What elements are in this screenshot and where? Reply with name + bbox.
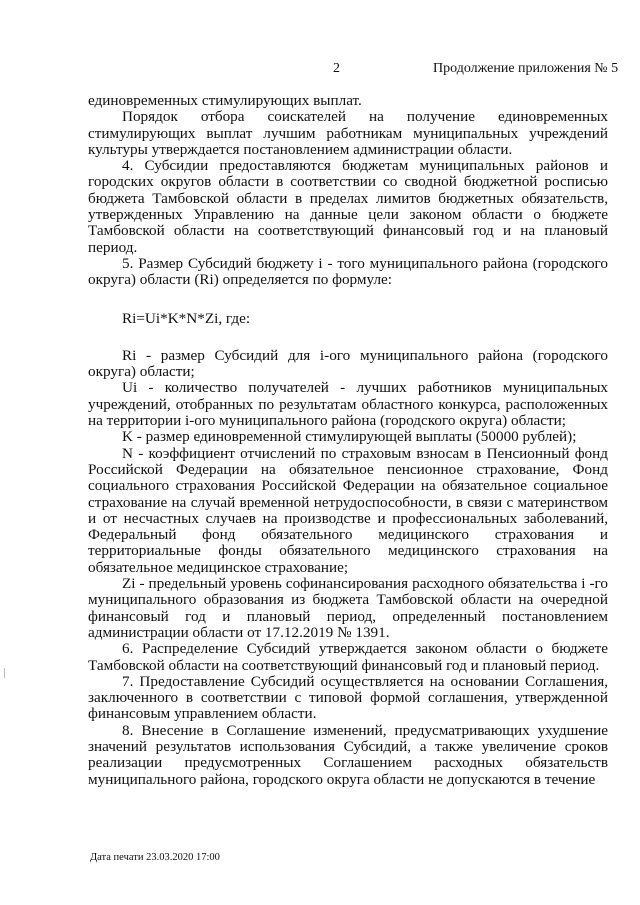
definition-ui: Ui - количество получателей - лучших работников муниципальных учреждений, отобранных по результатам областного конкурса, расположенных на территории i-ого муниципального района (городского округа) области; bbox=[88, 379, 608, 430]
paragraph-8: 8. Внесение в Соглашение изменений, предусматривающих ухудшение значений результатов использования Субсидий, а также увеличение сроков реализации предусмотренных Соглашением расходных обязательств муниципального района, городского округа области не допускаются в течение bbox=[88, 721, 608, 788]
page-number: 2 bbox=[333, 61, 340, 76]
margin-mark bbox=[4, 668, 5, 678]
paragraph-continuation: единовременных стимулирующих выплат. bbox=[88, 92, 362, 109]
definition-ri: Ri - размер Субсидий для i-ого муниципального района (городского округа) области; bbox=[88, 346, 608, 381]
paragraph-4: 4. Субсидии предоставляются бюджетам муниципальных районов и городских округов области в соответствии со сводной бюджетной росписью бюджета Тамбовской области в пределах лимитов бюджетных обязательств, утвержденных Управлению на данные цели законом области о бюджете Тамбовской области на соответствующий финансовый год и на плановый период. bbox=[88, 157, 608, 256]
document-body bbox=[88, 93, 608, 788]
paragraph-7: 7. Предоставление Субсидий осуществляется на основании Соглашения, заключенного в соответствии с типовой формой соглашения, утвержденной финансовым управлением области. bbox=[88, 672, 608, 723]
paragraph-5: 5. Размер Субсидий бюджету i - того муниципального района (городского округа) области (Ri) определяется по формуле: bbox=[88, 254, 608, 289]
paragraph-selection-procedure: Порядок отбора соискателей на получение единовременных стимулирующих выплат лучшим работникам муниципальных учреждений культуры утверждается постановлением администрации области. bbox=[88, 108, 608, 158]
print-date: Дата печати 23.03.2020 17:00 bbox=[90, 852, 220, 863]
formula: Ri=Ui*K*N*Zi, где: bbox=[122, 309, 251, 327]
definition-n: N - коэффициент отчислений по страховым взносам в Пенсионный фонд Российской Федерации на обязательное пенсионное страхование, Фонд социального страхования Российской Федерации на обязательное социальное страхование на случай временной нетрудоспособности, в связи с материнством и от несчастных случаев на производстве и профессиональных заболеваний, Федеральный фонд обязательного медицинского страхования и территориальные фонды обязательного медицинского страхования на обязательное медицинское страхование; bbox=[88, 444, 608, 576]
appendix-note: Продолжение приложения № 5 bbox=[433, 61, 619, 76]
paragraph-6: 6. Распределение Субсидий утверждается законом области о бюджете Тамбовской области на соответствующий финансовый год и плановый период. bbox=[88, 640, 608, 674]
definition-k: K - размер единовременной стимулирующей выплаты (50000 рублей); bbox=[122, 428, 577, 446]
definition-zi: Zi - предельный уровень софинансирования расходного обязательства i -го муниципального образования из бюджета Тамбовской области на очередной финансовый год и плановый период, определенный постановлением администрации области от 17.12.2019 № 1391. bbox=[88, 575, 608, 641]
